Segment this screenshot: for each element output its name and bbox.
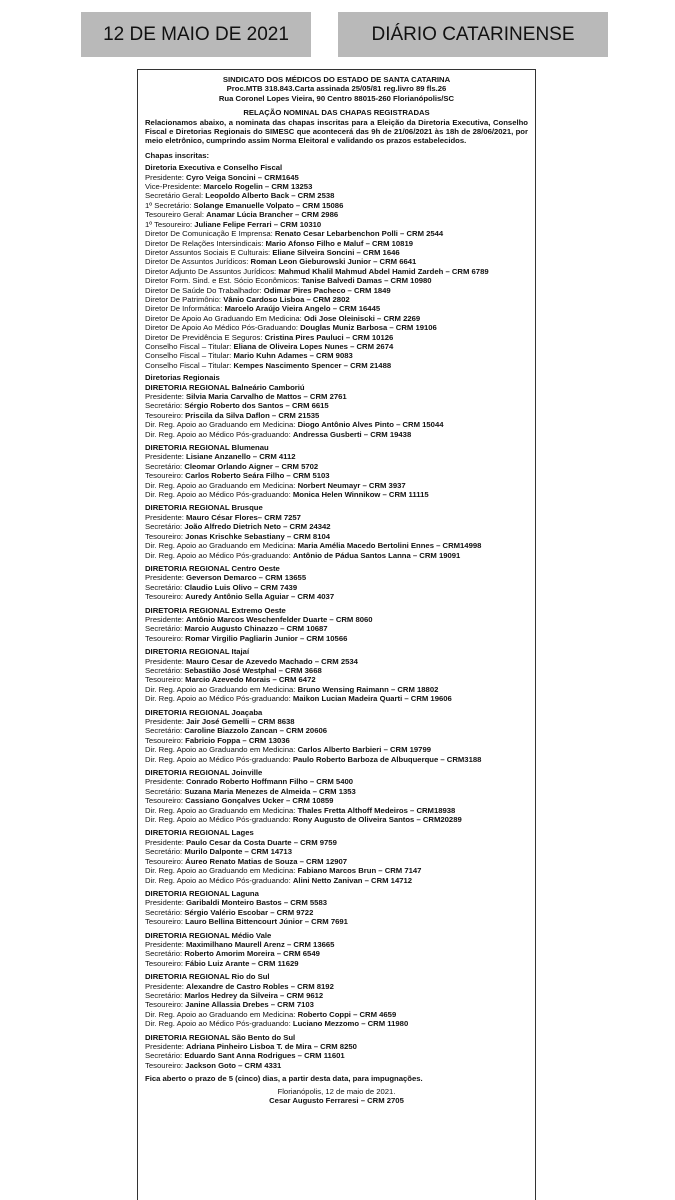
member-role: Dir. Reg. Apoio ao Médico Pós-graduando: xyxy=(145,875,291,885)
member-line xyxy=(145,541,528,550)
member-line xyxy=(145,755,528,764)
member-line xyxy=(145,1010,528,1019)
member-name: Douglas Muniz Barbosa – CRM 19106 xyxy=(300,323,437,333)
member-line xyxy=(145,838,528,847)
member-name: Lauro Bellina Bittencourt Júnior – CRM 7691 xyxy=(185,917,348,927)
member-name: Mauro Cesar de Azevedo Machado – CRM 2534 xyxy=(186,656,358,666)
regional-board xyxy=(145,889,528,927)
member-role: Presidente: xyxy=(145,898,184,908)
member-line xyxy=(145,551,528,560)
member-name: Luciano Mezzomo – CRM 11980 xyxy=(292,1019,409,1029)
member-role: Presidente: xyxy=(145,656,184,666)
member-line xyxy=(145,257,528,266)
member-line xyxy=(145,430,528,439)
closing-statement: Fica aberto o prazo de 5 (cinco) dias, a partir desta data, para impugnações. xyxy=(145,1074,423,1084)
member-line xyxy=(145,239,528,248)
member-role: Presidente: xyxy=(145,512,184,522)
member-line xyxy=(145,583,528,592)
notice-heading: RELAÇÃO NOMINAL DAS CHAPAS REGISTRADAS xyxy=(243,108,430,118)
member-role: Conselho Fiscal – Titular: xyxy=(145,360,232,370)
regional-board xyxy=(145,606,528,644)
member-line xyxy=(145,323,528,332)
regional-board xyxy=(145,931,528,969)
member-role: Tesoureiro: xyxy=(145,1000,184,1010)
member-line xyxy=(145,351,528,360)
member-line xyxy=(145,991,528,1000)
member-name: Odimar Pires Pacheco – CRM 1849 xyxy=(263,285,391,295)
member-line xyxy=(145,295,528,304)
member-name: Sérgio Roberto dos Santos – CRM 6615 xyxy=(184,401,329,411)
regional-board xyxy=(145,443,528,499)
member-role: Dir. Reg. Apoio ao Graduando em Medicina: xyxy=(145,480,296,490)
member-line xyxy=(145,745,528,754)
member-line xyxy=(145,592,528,601)
member-name: Claudio Luis Olivo – CRM 7439 xyxy=(184,582,298,592)
executive-members xyxy=(145,173,528,371)
member-line xyxy=(145,657,528,666)
member-name: Monica Helen Winnikow – CRM 11115 xyxy=(292,490,429,500)
member-role: Tesoureiro: xyxy=(145,735,184,745)
member-role: Secretário: xyxy=(145,847,183,857)
regional-title: DIRETORIA REGIONAL Rio do Sul xyxy=(145,972,270,982)
member-role: Dir. Reg. Apoio ao Médico Pós-graduando: xyxy=(145,754,291,764)
member-line xyxy=(145,304,528,313)
member-name: Antônio de Pádua Santos Lanna – CRM 19091 xyxy=(292,550,461,560)
chapas-label: Chapas inscritas: xyxy=(145,150,210,160)
regional-title: DIRETORIA REGIONAL São Bento do Sul xyxy=(145,1032,296,1042)
member-role: Dir. Reg. Apoio ao Médico Pós-graduando: xyxy=(145,429,291,439)
member-role: Dir. Reg. Apoio ao Graduando em Medicina: xyxy=(145,745,296,755)
member-name: Suzana Maria Menezes de Almeida – CRM 1353 xyxy=(184,786,356,796)
member-name: Marcelo Araújo Vieira Angelo – CRM 16445 xyxy=(224,304,381,314)
member-name: Rony Augusto de Oliveira Santos – CRM20289 xyxy=(292,815,462,825)
member-role: Tesoureiro: xyxy=(145,675,184,685)
member-line xyxy=(145,286,528,295)
member-name: Sérgio Valério Escobar – CRM 9722 xyxy=(184,907,314,917)
member-line xyxy=(145,490,528,499)
member-role: Presidente: xyxy=(145,1042,184,1051)
member-role: Dir. Reg. Apoio ao Graduando em Medicina: xyxy=(145,1009,296,1019)
member-name: Leopoldo Alberto Back – CRM 2538 xyxy=(205,191,335,201)
member-name: Antônio Marcos Weschenfelder Duarte – CRM 8060 xyxy=(186,614,373,624)
member-line xyxy=(145,796,528,805)
member-name: Andressa Gusberti – CRM 19438 xyxy=(292,429,412,439)
member-line xyxy=(145,462,528,471)
member-role: Tesoureiro: xyxy=(145,917,184,927)
member-name: Norbert Neumayr – CRM 3937 xyxy=(297,480,406,490)
member-name: Paulo Roberto Barboza de Albuquerque – CRM3188 xyxy=(292,754,482,764)
member-role: Secretário: xyxy=(145,401,183,411)
member-line xyxy=(145,876,528,885)
member-line xyxy=(145,229,528,238)
regional-board xyxy=(145,972,528,1028)
member-line xyxy=(145,314,528,323)
member-line xyxy=(145,866,528,875)
member-role: Diretor De Apoio Ao Médico Pós-Graduando: xyxy=(145,323,298,333)
member-name: Cristina Pires Pauluci – CRM 10126 xyxy=(264,332,394,342)
member-role: Diretor De Apoio Ao Graduando Em Medicina: xyxy=(145,313,302,323)
member-line xyxy=(145,1000,528,1009)
member-name: Silvia Maria Carvalho de Mattos – CRM 2761 xyxy=(186,392,347,401)
regionals-title: Diretorias Regionais xyxy=(145,373,220,383)
member-line xyxy=(145,411,528,420)
member-line xyxy=(145,420,528,429)
member-name: Carlos Roberto Seára Filho – CRM 5103 xyxy=(185,471,330,481)
regional-board xyxy=(145,503,528,559)
member-name: Mario Afonso Filho e Maluf – CRM 10819 xyxy=(265,238,414,248)
notice-intro: Relacionamos abaixo, a nominata das chapas inscritas para a Eleição da Diretoria Executiva, Conselho Fiscal e Diretorias Regionais do SIMESC que acontecerá das 9h de 21/06/2021 às 18h de 28/06/2021, por meio eletrônico, cumprindo assim Norma Eleitoral e validando os prazos estabelecidos. xyxy=(145,117,528,146)
edition-date: 12 DE MAIO DE 2021 xyxy=(81,12,311,57)
regional-title: DIRETORIA REGIONAL Balneário Camboriú xyxy=(145,382,305,392)
member-name: Juliane Felipe Ferrari – CRM 10310 xyxy=(194,219,322,229)
member-name: Murilo Dalponte – CRM 14713 xyxy=(184,847,292,857)
member-name: Marlos Hedrey da Silveira – CRM 9612 xyxy=(184,990,324,1000)
regional-title: DIRETORIA REGIONAL Joinville xyxy=(145,768,263,778)
member-name: Mahmud Khalil Mahmud Abdel Hamid Zardeh – CRM 6789 xyxy=(278,266,489,276)
member-name: Paulo Cesar da Costa Duarte – CRM 9759 xyxy=(186,837,337,847)
member-line xyxy=(145,220,528,229)
member-role: Conselho Fiscal – Titular: xyxy=(145,341,232,351)
member-line xyxy=(145,777,528,786)
member-role: Diretor De Comunicação E Imprensa: xyxy=(145,229,273,239)
member-name: Renato Cesar Lebarbenchon Polli – CRM 2544 xyxy=(274,229,444,239)
member-role: Dir. Reg. Apoio ao Médico Pós-graduando: xyxy=(145,490,291,500)
member-line xyxy=(145,573,528,582)
member-name: Carlos Alberto Barbieri – CRM 19799 xyxy=(297,745,432,755)
member-role: Dir. Reg. Apoio ao Médico Pós-graduando: xyxy=(145,1019,291,1029)
member-role: Diretor Form. Sind. e Est. Sócio Econômicos: xyxy=(145,276,300,286)
member-name: Marcelo Rogelin – CRM 13253 xyxy=(203,182,313,192)
member-name: Eduardo Sant Anna Rodrigues – CRM 11601 xyxy=(184,1051,345,1061)
regional-title: DIRETORIA REGIONAL Centro Oeste xyxy=(145,563,280,573)
member-name: Jair José Gemelli – CRM 8638 xyxy=(186,717,295,726)
regional-board xyxy=(145,828,528,884)
member-name: Sebastião José Westphal – CRM 3668 xyxy=(184,665,322,675)
regional-title: DIRETORIA REGIONAL Joaçaba xyxy=(145,707,263,717)
member-role: Presidente: xyxy=(145,837,184,847)
member-role: Dir. Reg. Apoio ao Graduando em Medicina: xyxy=(145,684,296,694)
executive-title: Diretoria Executiva e Conselho Fiscal xyxy=(145,163,283,173)
member-line xyxy=(145,471,528,480)
member-line xyxy=(145,267,528,276)
member-role: Presidente: xyxy=(145,777,184,787)
regional-board xyxy=(145,383,528,439)
member-name: Odi Jose Oleiniscki – CRM 2269 xyxy=(303,313,421,323)
member-line xyxy=(145,342,528,351)
member-name: Áureo Renato Matias de Souza – CRM 12907 xyxy=(185,856,348,866)
member-line xyxy=(145,248,528,257)
member-line xyxy=(145,787,528,796)
member-name: Mario Kuhn Adames – CRM 9083 xyxy=(233,351,353,361)
member-role: Dir. Reg. Apoio ao Graduando em Medicina: xyxy=(145,805,296,815)
regional-title: DIRETORIA REGIONAL Laguna xyxy=(145,888,259,898)
member-line xyxy=(145,624,528,633)
member-line xyxy=(145,1019,528,1028)
member-role: Secretário: xyxy=(145,624,183,634)
member-line xyxy=(145,1051,528,1060)
signer-name: Cesar Augusto Ferraresi – CRM 2705 xyxy=(269,1096,404,1106)
member-role: Diretor De Informática: xyxy=(145,304,223,314)
member-role: Secretário: xyxy=(145,949,183,959)
place-date: Florianópolis, 12 de maio de 2021. xyxy=(277,1086,396,1096)
regional-board xyxy=(145,647,528,703)
member-name: Kempes Nascimento Spencer – CRM 21488 xyxy=(233,360,392,370)
member-name: Fabiano Marcos Brun – CRM 7147 xyxy=(297,866,422,876)
member-role: Tesoureiro: xyxy=(145,958,184,968)
member-line xyxy=(145,532,528,541)
org-registration: Proc.MTB 318.843.Carta assinada 25/05/81 reg.livro 89 fls.26 xyxy=(226,84,447,94)
member-role: Tesoureiro Geral: xyxy=(145,210,204,220)
regional-title: DIRETORIA REGIONAL Brusque xyxy=(145,503,263,513)
org-title: SINDICATO DOS MÉDICOS DO ESTADO DE SANTA CATARINA xyxy=(222,75,451,84)
member-line xyxy=(145,898,528,907)
member-line xyxy=(145,736,528,745)
regional-board xyxy=(145,768,528,824)
member-name: Solange Emanuelle Volpato – CRM 15086 xyxy=(193,200,344,210)
member-name: Cassiano Gonçalves Ucker – CRM 10859 xyxy=(185,796,334,806)
member-line xyxy=(145,634,528,643)
member-role: Presidente: xyxy=(145,392,184,401)
member-name: Conrado Roberto Hoffmann Filho – CRM 5400 xyxy=(186,777,354,787)
member-line xyxy=(145,847,528,856)
member-line xyxy=(145,522,528,531)
member-role: Secretário: xyxy=(145,907,183,917)
member-line xyxy=(145,1061,528,1070)
member-name: Fábio Luiz Arante – CRM 11629 xyxy=(185,958,299,968)
member-line xyxy=(145,201,528,210)
member-name: Garibaldi Monteiro Bastos – CRM 5583 xyxy=(186,898,328,908)
regional-title: DIRETORIA REGIONAL Itajaí xyxy=(145,647,250,657)
member-role: Secretário: xyxy=(145,665,183,675)
member-line xyxy=(145,959,528,968)
member-role: Tesoureiro: xyxy=(145,592,184,602)
member-name: Eliana de Oliveira Lopes Nunes – CRM 2674 xyxy=(233,341,394,351)
member-line xyxy=(145,333,528,342)
member-role: Tesoureiro: xyxy=(145,796,184,806)
member-role: Presidente: xyxy=(145,573,184,583)
regional-board xyxy=(145,708,528,764)
member-name: Caroline Biazzolo Zancan – CRM 20606 xyxy=(184,726,328,736)
member-role: Diretor Assuntos Sociais E Culturais: xyxy=(145,247,271,257)
member-name: Cyro Veiga Soncini – CRM1645 xyxy=(186,172,299,182)
org-address: Rua Coronel Lopes Vieira, 90 Centro 88015-260 Florianópolis/SC xyxy=(218,93,455,103)
regional-title: DIRETORIA REGIONAL Blumenau xyxy=(145,443,269,453)
member-name: Maikon Lucian Madeira Quarti – CRM 19606 xyxy=(292,694,452,704)
member-name: Roberto Amorim Moreira – CRM 6549 xyxy=(184,949,320,959)
member-role: 1º Secretário: xyxy=(145,200,192,210)
member-name: Anamar Lúcia Brancher – CRM 2986 xyxy=(206,210,339,220)
member-role: Diretor De Previdência E Seguros: xyxy=(145,332,263,342)
member-name: Vânio Cardoso Lisboa – CRM 2802 xyxy=(223,294,350,304)
member-name: Jackson Goto – CRM 4331 xyxy=(185,1060,282,1070)
member-name: Priscila da Silva Daflon – CRM 21535 xyxy=(185,410,320,420)
member-line xyxy=(145,685,528,694)
member-role: Secretário: xyxy=(145,1051,183,1061)
member-role: Diretor De Saúde Do Trabalhador: xyxy=(145,285,262,295)
member-role: Diretor De Relações Intersindicais: xyxy=(145,238,264,248)
member-role: Diretor De Assuntos Jurídicos: xyxy=(145,257,249,267)
member-line xyxy=(145,694,528,703)
member-role: Secretário: xyxy=(145,786,183,796)
member-role: Secretário: xyxy=(145,461,183,471)
member-role: Presidente: xyxy=(145,939,184,949)
member-line xyxy=(145,173,528,182)
member-role: Secretário: xyxy=(145,726,183,736)
member-line xyxy=(145,908,528,917)
member-role: Secretário Geral: xyxy=(145,191,204,201)
regional-board xyxy=(145,564,528,602)
member-line xyxy=(145,392,528,401)
regional-boards xyxy=(145,383,528,1071)
member-line xyxy=(145,857,528,866)
member-name: Eliane Silveira Soncini – CRM 1646 xyxy=(272,247,400,257)
member-name: Alini Netto Zanivan – CRM 14712 xyxy=(292,875,413,885)
member-name: Diogo Antônio Alves Pinto – CRM 15044 xyxy=(297,420,444,430)
member-line xyxy=(145,452,528,461)
member-name: Alexandre de Castro Robles – CRM 8192 xyxy=(186,981,334,991)
member-line xyxy=(145,806,528,815)
member-line xyxy=(145,182,528,191)
member-line xyxy=(145,815,528,824)
member-name: Roberto Coppi – CRM 4659 xyxy=(297,1009,397,1019)
member-name: Bruno Wensing Raimann – CRM 18802 xyxy=(297,684,439,694)
member-role: Dir. Reg. Apoio ao Médico Pós-graduando: xyxy=(145,815,291,825)
member-role: Tesoureiro: xyxy=(145,633,184,643)
member-role: Dir. Reg. Apoio ao Graduando em Medicina: xyxy=(145,541,296,551)
member-line xyxy=(145,726,528,735)
member-role: Secretário: xyxy=(145,582,183,592)
member-role: Presidente: xyxy=(145,452,184,462)
member-role: Presidente: xyxy=(145,614,184,624)
member-role: Tesoureiro: xyxy=(145,856,184,866)
member-name: Mauro César Flores– CRM 7257 xyxy=(186,512,301,522)
member-line xyxy=(145,276,528,285)
member-name: Janine Allassia Drebes – CRM 7103 xyxy=(185,1000,314,1010)
member-name: Cleomar Orlando Aigner – CRM 5702 xyxy=(184,461,319,471)
regional-title: DIRETORIA REGIONAL Lages xyxy=(145,828,254,838)
member-line xyxy=(145,940,528,949)
member-line xyxy=(145,615,528,624)
member-role: Tesoureiro: xyxy=(145,410,184,420)
member-name: Thales Fretta Althoff Medeiros – CRM18938 xyxy=(297,805,456,815)
member-role: Tesoureiro: xyxy=(145,1060,184,1070)
member-name: Romar Virgilio Pagliarin Junior – CRM 10566 xyxy=(185,633,348,643)
member-name: Lisiane Anzanello – CRM 4112 xyxy=(186,452,296,462)
member-role: Dir. Reg. Apoio ao Médico Pós-graduando: xyxy=(145,550,291,560)
member-name: Maximilhano Maurell Arenz – CRM 13665 xyxy=(186,939,335,949)
member-line xyxy=(145,210,528,219)
newspaper-name: DIÁRIO CATARINENSE xyxy=(338,12,608,57)
member-role: Presidente: xyxy=(145,717,184,726)
member-name: Geverson Demarco – CRM 13655 xyxy=(186,573,307,583)
member-name: Auredy Antônio Sella Aguiar – CRM 4037 xyxy=(185,592,335,602)
member-name: Fabricio Foppa – CRM 13036 xyxy=(185,735,290,745)
member-line xyxy=(145,1042,528,1051)
member-role: Dir. Reg. Apoio ao Graduando em Medicina: xyxy=(145,866,296,876)
member-line xyxy=(145,361,528,370)
member-line xyxy=(145,949,528,958)
member-name: Tanise Balvedi Damas – CRM 10980 xyxy=(301,276,432,286)
member-role: Diretor Adjunto De Assuntos Jurídicos: xyxy=(145,266,277,276)
member-role: Dir. Reg. Apoio ao Médico Pós-graduando: xyxy=(145,694,291,704)
member-name: Adriana Pinheiro Lisboa T. de Mira – CRM 8250 xyxy=(186,1042,357,1051)
regional-title: DIRETORIA REGIONAL Extremo Oeste xyxy=(145,605,286,615)
legal-notice xyxy=(137,69,536,1200)
member-role: Secretário: xyxy=(145,990,183,1000)
member-line xyxy=(145,675,528,684)
member-role: Tesoureiro: xyxy=(145,531,184,541)
member-role: Vice-Presidente: xyxy=(145,182,202,192)
member-role: Tesoureiro: xyxy=(145,471,184,481)
regional-board xyxy=(145,1033,528,1071)
member-name: Maria Amélia Macedo Bertolini Ennes – CRM14998 xyxy=(297,541,482,551)
member-role: Presidente: xyxy=(145,981,184,991)
member-role: Secretário: xyxy=(145,522,183,532)
member-line xyxy=(145,401,528,410)
member-line xyxy=(145,513,528,522)
member-name: Jonas Krischke Sebastiany – CRM 8104 xyxy=(185,531,331,541)
regional-title: DIRETORIA REGIONAL Médio Vale xyxy=(145,930,272,940)
member-role: 1º Tesoureiro: xyxy=(145,219,193,229)
member-name: Roman Leon Gieburowski Junior – CRM 6641 xyxy=(250,257,417,267)
member-line xyxy=(145,717,528,726)
member-role: Dir. Reg. Apoio ao Graduando em Medicina: xyxy=(145,420,296,430)
member-role: Presidente: xyxy=(145,172,184,182)
member-line xyxy=(145,666,528,675)
member-role: Diretor De Patrimônio: xyxy=(145,294,222,304)
member-name: Marcio Azevedo Morais – CRM 6472 xyxy=(185,675,316,685)
member-line xyxy=(145,917,528,926)
member-line xyxy=(145,481,528,490)
member-role: Conselho Fiscal – Titular: xyxy=(145,351,232,361)
member-name: João Alfredo Dietrich Neto – CRM 24342 xyxy=(184,522,331,532)
member-name: Marcio Augusto Chinazzo – CRM 10687 xyxy=(184,624,328,634)
member-line xyxy=(145,191,528,200)
member-line xyxy=(145,982,528,991)
